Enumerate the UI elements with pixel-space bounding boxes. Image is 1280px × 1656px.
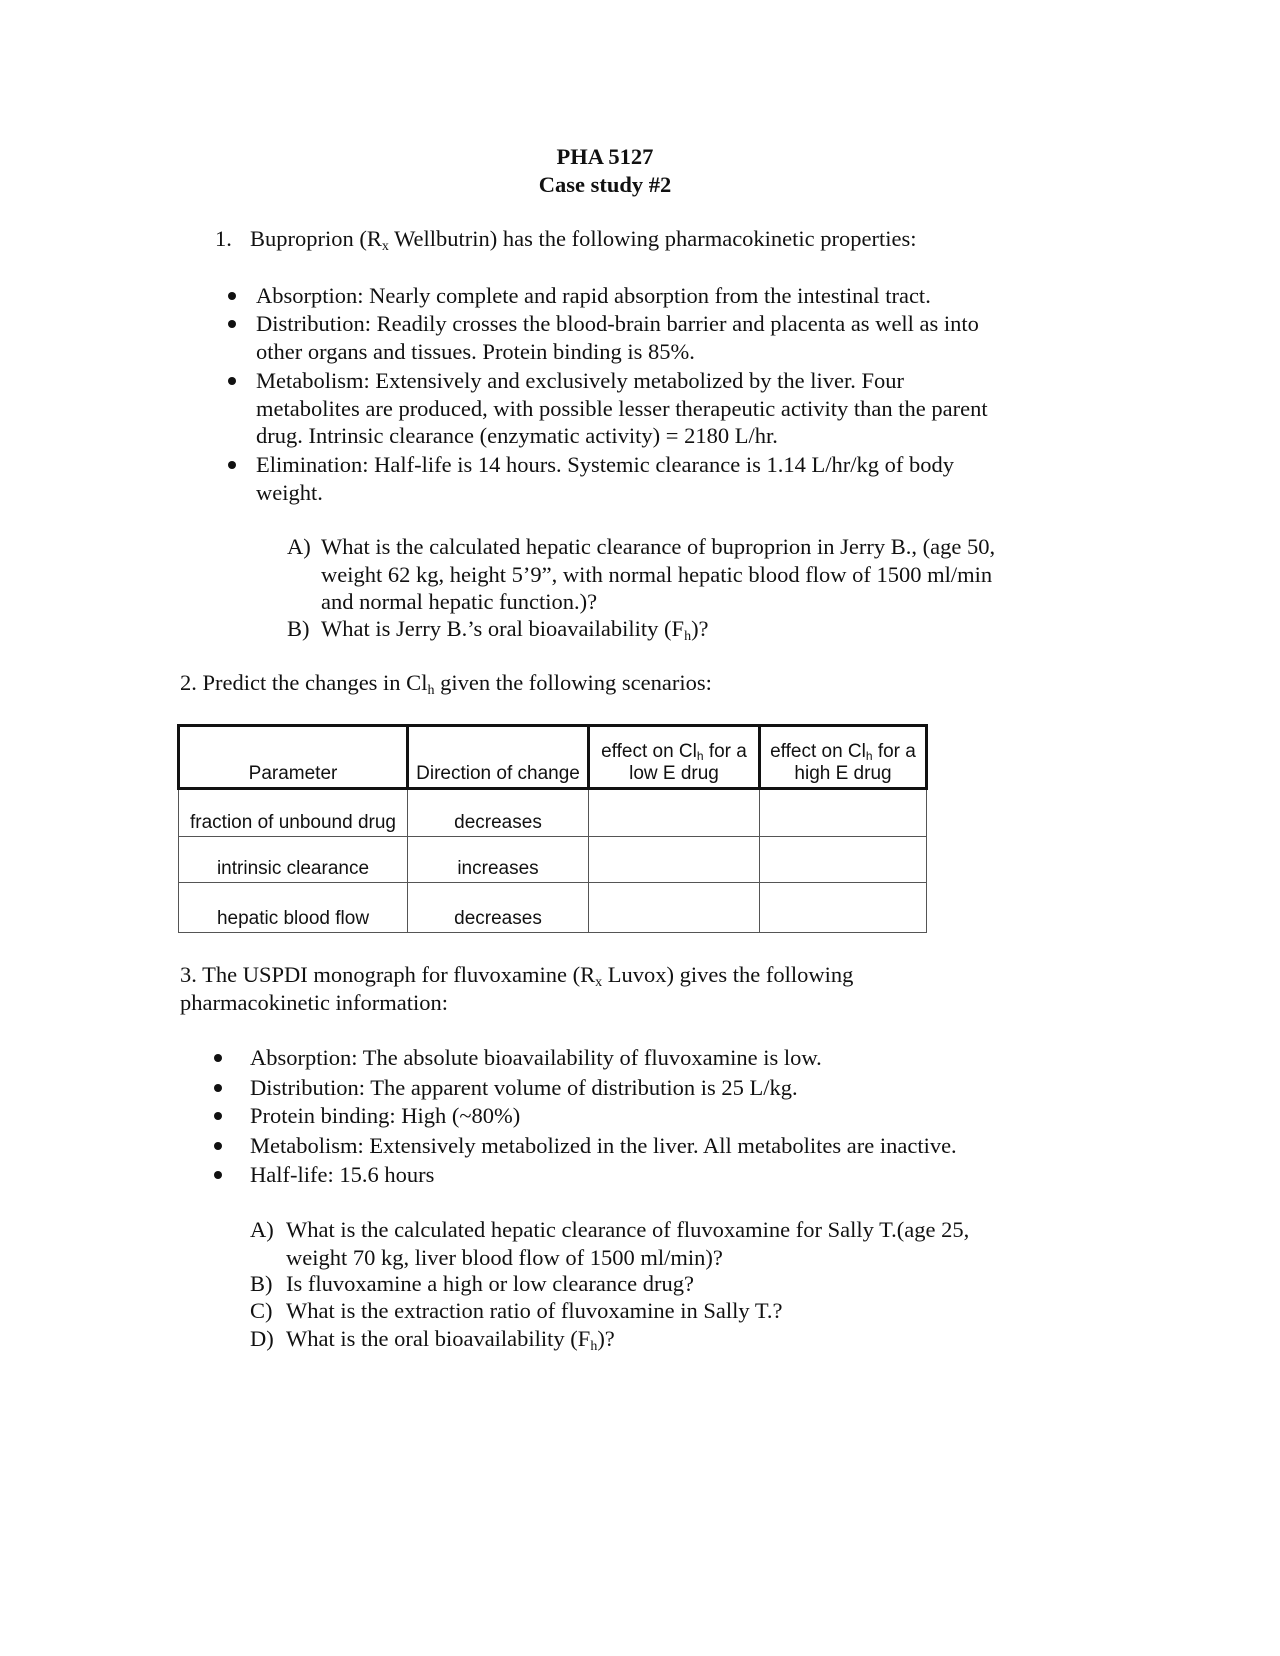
cell-high-e (760, 883, 927, 933)
header-high-e: effect on $Cl_h$ for a high E drug (760, 726, 927, 789)
q1-bullet-absorption: Absorption: Nearly complete and rapid absorption from the intestinal tract. (256, 283, 931, 308)
q3-part-c-text: What is the extraction ratio of fluvoxamine in Sally T.? (286, 1298, 783, 1323)
bullet-icon (228, 292, 236, 300)
cell-direction: decreases (408, 883, 589, 933)
header-parameter: Parameter (179, 726, 408, 789)
bullet-icon (228, 320, 236, 328)
cell-direction: increases (408, 837, 589, 883)
table-row (179, 837, 927, 883)
cell-parameter: hepatic blood flow (179, 883, 408, 933)
course-title: PHA 5127 (556, 144, 654, 169)
q3-bullet-metabolism: Metabolism: Extensively metabolized in the liver. All metabolites are inactive. (250, 1133, 957, 1158)
q1-bullet-elimination: Elimination: Half-life is 14 hours. Systemic clearance is 1.14 L/hr/kg of body weight. (256, 452, 954, 505)
cell-direction: decreases (408, 789, 589, 837)
clearance-table (177, 724, 928, 933)
header-low-e: effect on $Cl_h$ for a low E drug (589, 726, 760, 789)
q3-bullet-distribution: Distribution: The apparent volume of distribution is 25 L/kg. (250, 1075, 798, 1100)
case-study-title: Case study #2 (538, 172, 672, 197)
q3-bullet-protein-binding: Protein binding: High (~80%) (250, 1103, 521, 1128)
table-row (179, 789, 927, 837)
cell-parameter: intrinsic clearance (179, 837, 408, 883)
q2-text: 2. Predict the changes in $Cl_h$ given the following scenarios: (180, 670, 712, 698)
q3-part-a-label: A) (250, 1217, 274, 1242)
q1-part-a-text: What is the calculated hepatic clearance of buproprion in Jerry B., (age 50, weight 62 kg, height 5’9”, with normal hepatic blood flow of 1500 ml/min and normal hepatic function.)? (321, 534, 996, 614)
cell-low-e (589, 883, 760, 933)
q3-bullet-half-life: Half-life: 15.6 hours (250, 1162, 435, 1187)
q1-bullet-metabolism: Metabolism: Extensively and exclusively metabolized by the liver. Four metabolites are produced, with possible lesser therapeutic activity than the parent drug. Intrinsic clearance (enzymatic activity) = 2180 L/hr. (256, 368, 988, 448)
q1-part-b-text: What is Jerry B.’s oral bioavailability $(F_h)$? (321, 616, 709, 644)
bullet-icon (214, 1171, 222, 1179)
bullet-icon (228, 377, 236, 385)
cell-low-e (589, 789, 760, 837)
cell-high-e (760, 837, 927, 883)
bullet-icon (228, 461, 236, 469)
q3-part-a-text: What is the calculated hepatic clearance of fluvoxamine for Sally T.(age 25, weight 70 kg, liver blood flow of 1500 ml/min)? (286, 1217, 970, 1270)
bullet-icon (214, 1084, 222, 1092)
q3-bullet-absorption: Absorption: The absolute bioavailability of fluvoxamine is low. (250, 1045, 822, 1070)
q3-part-b-label: B) (250, 1271, 273, 1296)
header-direction: Direction of change (408, 726, 589, 789)
q1-part-a-label: A) (287, 534, 311, 559)
cell-high-e (760, 789, 927, 837)
q3-part-b-text: Is fluvoxamine a high or low clearance drug? (286, 1271, 694, 1296)
q3-part-d-label: D) (250, 1326, 274, 1351)
bullet-icon (214, 1112, 222, 1120)
q3-part-d-text: What is the oral bioavailability $(F_h)$? (286, 1326, 615, 1354)
q1-part-b-label: B) (287, 616, 310, 641)
q1-text: Buproprion ($R_x$ Wellbutrin) has the following pharmacokinetic properties: (250, 226, 917, 254)
q3-part-c-label: C) (250, 1298, 273, 1323)
table-header-row (179, 726, 927, 789)
q1-number: 1. (215, 226, 232, 251)
bullet-icon (214, 1054, 222, 1062)
cell-low-e (589, 837, 760, 883)
q1-bullet-distribution: Distribution: Readily crosses the blood-brain barrier and placenta as well as into other organs and tissues. Protein binding is 85%. (256, 311, 979, 364)
bullet-icon (214, 1142, 222, 1150)
cell-parameter: fraction of unbound drug (179, 789, 408, 837)
table-row (179, 883, 927, 933)
q3-text: 3. The USPDI monograph for fluvoxamine ($R_x$ Luvox) gives the following pharmacokinetic information: (180, 962, 854, 1015)
